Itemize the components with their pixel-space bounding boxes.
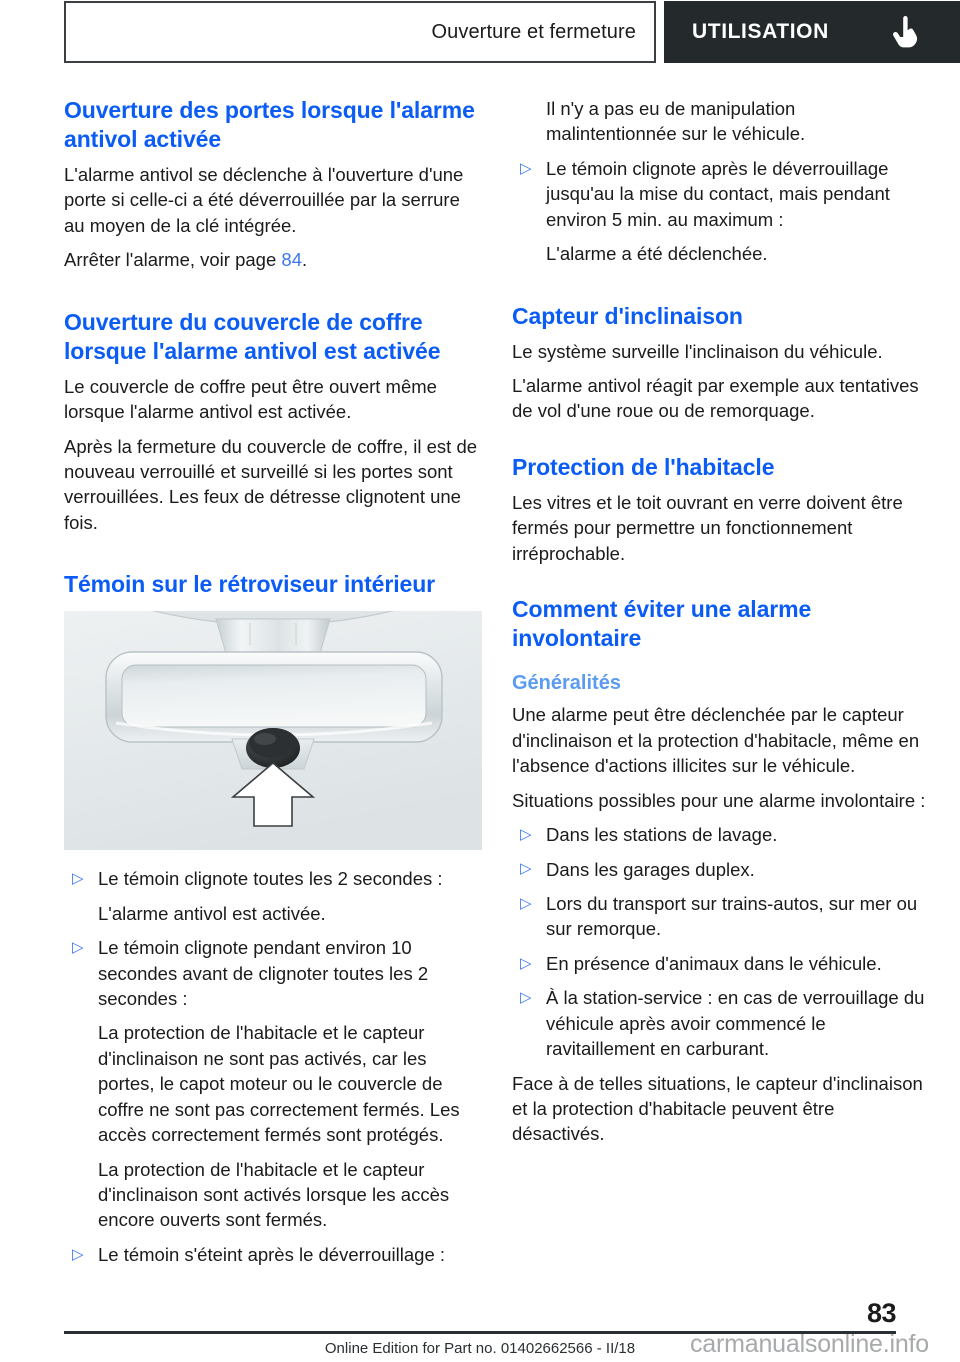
bullet-text: Dans les stations de lavage. — [546, 824, 778, 846]
heading-temoin-retroviseur: Témoin sur le rétroviseur intérieur — [64, 571, 436, 598]
heading-protection-habitacle: Protection de l'habitacle — [512, 453, 775, 480]
watermark: carmanualsonline.info — [690, 1330, 930, 1358]
list-item — [512, 156, 930, 267]
triangle-bullet-icon: ▷ — [520, 954, 532, 972]
header-section-box — [664, 1, 960, 63]
heading-ouverture-couvercle-coffre: Ouverture du couvercle de coffre lorsque l'alarme antivol est activée — [64, 308, 441, 364]
page-number: 83 — [866, 1298, 896, 1328]
list-item — [64, 935, 482, 1233]
bullet-text: Lors du transport sur trains-autos, sur mer ou sur remorque. — [546, 892, 918, 940]
temoin-continued-bullet-list — [512, 156, 930, 267]
list-item — [512, 985, 930, 1061]
left-column — [64, 96, 482, 1276]
list-item — [64, 1242, 482, 1267]
mirror-illustration — [64, 611, 482, 850]
arreter-alarme-text: Arrêter l'alarme, voir page — [64, 249, 282, 271]
bullet-text: Le témoin clignote toutes les 2 secondes : — [98, 868, 443, 890]
bullet-text: À la station-service : en cas de verrouillage du véhicule après avoir commencé le ravitaillement en carburant. — [546, 987, 925, 1060]
triangle-bullet-icon: ▷ — [520, 860, 532, 878]
triangle-bullet-icon: ▷ — [520, 989, 532, 1007]
triangle-bullet-icon: ▷ — [520, 159, 532, 177]
list-item — [512, 891, 930, 942]
paragraph-couvercle-ouvert: Le couvercle de coffre peut être ouvert même lorsque l'alarme antivol est activée. — [64, 375, 437, 423]
spacer — [512, 661, 930, 671]
paragraph-vitres-toit: Les vitres et le toit ouvrant en verre doivent être fermés pour permettre un fonctionnement irréprochable. — [512, 491, 903, 564]
situations-bullet-list — [512, 822, 930, 1062]
list-item — [512, 951, 930, 976]
rearview-mirror-figure — [64, 611, 482, 850]
page-header — [0, 0, 960, 70]
paragraph-situations-possibles: Situations possibles pour une alarme involontaire : — [512, 789, 926, 811]
heading-ouverture-des-portes: Ouverture des portes lorsque l'alarme antivol activée — [64, 97, 475, 152]
spacer — [512, 276, 930, 302]
triangle-bullet-icon: ▷ — [72, 870, 84, 888]
paragraph-pas-de-manipulation: Il n'y a pas eu de manipulation malintentionnée sur le véhicule. — [546, 98, 806, 145]
bullet-continuation: La protection de l'habitacle et le capteur d'inclinaison ne sont pas activés, car les portes, le capot moteur ou le couvercle de coffre ne sont pas correctement fermés. Les accès correctement fermés sont protégés. — [98, 1022, 460, 1146]
paragraph-apres-fermeture: Après la fermeture du couvercle de coffre, il est de nouveau verrouillé et surveillé si les portes sont verrouillées. Les feux de détresse clignotent une fois. — [64, 435, 478, 533]
list-item — [64, 866, 482, 926]
bullet-continuation: La protection de l'habitacle et le capteur d'inclinaison sont activés lorsque les accès encore ouverts sont fermés. — [98, 1158, 450, 1231]
page-reference-link[interactable]: 84 — [281, 249, 302, 271]
edition-note: Online Edition for Part no. 01402662566 - II/18 — [324, 1340, 636, 1357]
list-item — [512, 857, 930, 882]
paragraph-alarme-declenchee-capteur: Une alarme peut être déclenchée par le capteur d'inclinaison et la protection d'habitacle, même en l'absence d'actions illicites sur le véhicule. — [512, 704, 920, 777]
bullet-text: Le témoin clignote pendant environ 10 secondes avant de clignoter toutes les 2 secondes : — [98, 937, 429, 1009]
paragraph-face-a-situations: Face à de telles situations, le capteur d'inclinaison et la protection d'habitacle peuvent être désactivés. — [512, 1072, 923, 1145]
temoin-bullet-list — [64, 866, 482, 1267]
right-column — [512, 96, 930, 1156]
triangle-bullet-icon: ▷ — [72, 1245, 84, 1263]
bullet-text: Le témoin clignote après le déverrouillage jusqu'au la mise du contact, mais pendant environ 5 min. au maximum : — [546, 157, 890, 230]
bullet-text: Dans les garages duplex. — [546, 858, 755, 880]
subheading-generalites: Généralités — [512, 672, 621, 695]
paragraph-alarme-declenche: L'alarme antivol se déclenche à l'ouverture d'une porte si celle-ci a été déverrouillée par la serrure au moyen de la clé intégrée. — [64, 163, 464, 236]
list-item — [512, 822, 930, 847]
bullet-text: En présence d'animaux dans le véhicule. — [546, 952, 882, 974]
pointing-hand-icon — [892, 16, 918, 48]
paragraph-arreter-alarme — [64, 247, 482, 272]
paragraph-systeme-surveille: Le système surveille l'inclinaison du véhicule. — [512, 340, 883, 362]
spacer — [64, 544, 482, 570]
heading-comment-eviter-alarme: Comment éviter une alarme involontaire — [512, 596, 812, 652]
paragraph-alarme-reagit: L'alarme antivol réagit par exemple aux tentatives de vol d'une roue ou de remorquage. — [512, 375, 919, 422]
spacer — [512, 433, 930, 453]
header-chapter-title: Ouverture et fermeture — [431, 20, 636, 43]
bullet-continuation: L'alarme antivol est activée. — [98, 902, 326, 924]
bullet-continuation: L'alarme a été déclenchée. — [546, 243, 768, 265]
heading-capteur-inclinaison: Capteur d'inclinaison — [512, 302, 743, 329]
spacer — [512, 575, 930, 595]
spacer — [64, 282, 482, 308]
bullet-text: Le témoin s'éteint après le déverrouillage : — [98, 1243, 446, 1265]
arreter-alarme-period: . — [301, 249, 308, 271]
header-section-title: UTILISATION — [692, 20, 829, 43]
triangle-bullet-icon: ▷ — [520, 894, 532, 912]
triangle-bullet-icon: ▷ — [72, 938, 84, 956]
header-chapter-box — [64, 1, 656, 63]
triangle-bullet-icon: ▷ — [520, 825, 532, 843]
